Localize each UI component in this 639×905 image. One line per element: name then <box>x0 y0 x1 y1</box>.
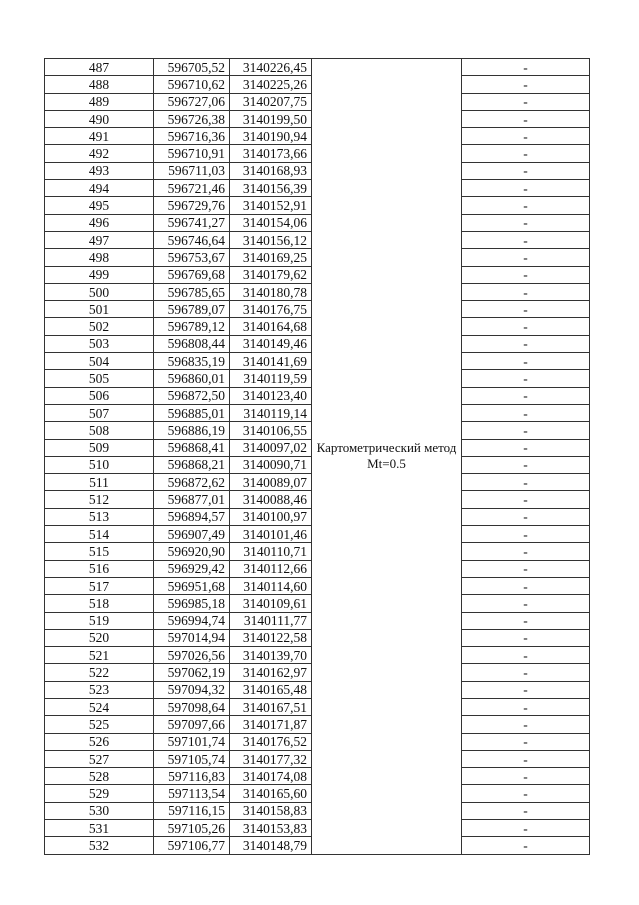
value-cell: - <box>462 76 590 93</box>
y-coordinate-cell: 3140106,55 <box>230 422 312 439</box>
value-cell: - <box>462 318 590 335</box>
x-coordinate-cell: 596907,49 <box>154 526 230 543</box>
value-cell: - <box>462 231 590 248</box>
point-number-cell: 517 <box>45 577 154 594</box>
x-coordinate-cell: 596885,01 <box>154 404 230 421</box>
table-row <box>45 59 590 76</box>
y-coordinate-cell: 3140153,83 <box>230 820 312 837</box>
point-number-cell: 525 <box>45 716 154 733</box>
value-cell: - <box>462 214 590 231</box>
x-coordinate-cell: 596808,44 <box>154 335 230 352</box>
value-cell: - <box>462 266 590 283</box>
y-coordinate-cell: 3140112,66 <box>230 560 312 577</box>
y-coordinate-cell: 3140156,39 <box>230 180 312 197</box>
x-coordinate-cell: 597116,83 <box>154 768 230 785</box>
point-number-cell: 522 <box>45 664 154 681</box>
point-number-cell: 511 <box>45 474 154 491</box>
y-coordinate-cell: 3140165,48 <box>230 681 312 698</box>
x-coordinate-cell: 596710,91 <box>154 145 230 162</box>
y-coordinate-cell: 3140114,60 <box>230 577 312 594</box>
value-cell: - <box>462 335 590 352</box>
coordinates-table <box>44 58 590 855</box>
y-coordinate-cell: 3140101,46 <box>230 526 312 543</box>
x-coordinate-cell: 596769,68 <box>154 266 230 283</box>
x-coordinate-cell: 596741,27 <box>154 214 230 231</box>
point-number-cell: 530 <box>45 802 154 819</box>
point-number-cell: 501 <box>45 301 154 318</box>
y-coordinate-cell: 3140088,46 <box>230 491 312 508</box>
y-coordinate-cell: 3140141,69 <box>230 353 312 370</box>
point-number-cell: 490 <box>45 110 154 127</box>
point-number-cell: 523 <box>45 681 154 698</box>
value-cell: - <box>462 93 590 110</box>
value-cell: - <box>462 249 590 266</box>
value-cell: - <box>462 698 590 715</box>
point-number-cell: 489 <box>45 93 154 110</box>
x-coordinate-cell: 596710,62 <box>154 76 230 93</box>
point-number-cell: 529 <box>45 785 154 802</box>
point-number-cell: 509 <box>45 439 154 456</box>
y-coordinate-cell: 3140123,40 <box>230 387 312 404</box>
point-number-cell: 503 <box>45 335 154 352</box>
point-number-cell: 492 <box>45 145 154 162</box>
value-cell: - <box>462 733 590 750</box>
point-number-cell: 499 <box>45 266 154 283</box>
y-coordinate-cell: 3140097,02 <box>230 439 312 456</box>
point-number-cell: 516 <box>45 560 154 577</box>
point-number-cell: 500 <box>45 283 154 300</box>
x-coordinate-cell: 597094,32 <box>154 681 230 698</box>
y-coordinate-cell: 3140174,08 <box>230 768 312 785</box>
point-number-cell: 512 <box>45 491 154 508</box>
value-cell: - <box>462 802 590 819</box>
y-coordinate-cell: 3140109,61 <box>230 595 312 612</box>
value-cell: - <box>462 664 590 681</box>
point-number-cell: 498 <box>45 249 154 266</box>
y-coordinate-cell: 3140167,51 <box>230 698 312 715</box>
y-coordinate-cell: 3140119,59 <box>230 370 312 387</box>
y-coordinate-cell: 3140122,58 <box>230 629 312 646</box>
y-coordinate-cell: 3140089,07 <box>230 474 312 491</box>
point-number-cell: 502 <box>45 318 154 335</box>
value-cell: - <box>462 128 590 145</box>
x-coordinate-cell: 596729,76 <box>154 197 230 214</box>
x-coordinate-cell: 597101,74 <box>154 733 230 750</box>
x-coordinate-cell: 596985,18 <box>154 595 230 612</box>
x-coordinate-cell: 596920,90 <box>154 543 230 560</box>
method-cell: Картометрический метод Mt=0.5 <box>312 59 462 855</box>
value-cell: - <box>462 491 590 508</box>
x-coordinate-cell: 596872,50 <box>154 387 230 404</box>
y-coordinate-cell: 3140176,52 <box>230 733 312 750</box>
x-coordinate-cell: 596711,03 <box>154 162 230 179</box>
value-cell: - <box>462 110 590 127</box>
value-cell: - <box>462 353 590 370</box>
value-cell: - <box>462 162 590 179</box>
point-number-cell: 531 <box>45 820 154 837</box>
y-coordinate-cell: 3140199,50 <box>230 110 312 127</box>
y-coordinate-cell: 3140162,97 <box>230 664 312 681</box>
value-cell: - <box>462 750 590 767</box>
point-number-cell: 519 <box>45 612 154 629</box>
value-cell: - <box>462 768 590 785</box>
value-cell: - <box>462 387 590 404</box>
value-cell: - <box>462 422 590 439</box>
point-number-cell: 494 <box>45 180 154 197</box>
y-coordinate-cell: 3140111,77 <box>230 612 312 629</box>
value-cell: - <box>462 837 590 854</box>
value-cell: - <box>462 370 590 387</box>
point-number-cell: 504 <box>45 353 154 370</box>
value-cell: - <box>462 681 590 698</box>
y-coordinate-cell: 3140158,83 <box>230 802 312 819</box>
x-coordinate-cell: 597106,77 <box>154 837 230 854</box>
value-cell: - <box>462 820 590 837</box>
y-coordinate-cell: 3140168,93 <box>230 162 312 179</box>
y-coordinate-cell: 3140110,71 <box>230 543 312 560</box>
table-body <box>45 59 590 855</box>
x-coordinate-cell: 596894,57 <box>154 508 230 525</box>
x-coordinate-cell: 597105,26 <box>154 820 230 837</box>
point-number-cell: 491 <box>45 128 154 145</box>
y-coordinate-cell: 3140190,94 <box>230 128 312 145</box>
y-coordinate-cell: 3140207,75 <box>230 93 312 110</box>
value-cell: - <box>462 180 590 197</box>
y-coordinate-cell: 3140152,91 <box>230 197 312 214</box>
x-coordinate-cell: 596726,38 <box>154 110 230 127</box>
point-number-cell: 513 <box>45 508 154 525</box>
x-coordinate-cell: 597062,19 <box>154 664 230 681</box>
value-cell: - <box>462 785 590 802</box>
x-coordinate-cell: 597105,74 <box>154 750 230 767</box>
value-cell: - <box>462 595 590 612</box>
y-coordinate-cell: 3140156,12 <box>230 231 312 248</box>
x-coordinate-cell: 596746,64 <box>154 231 230 248</box>
y-coordinate-cell: 3140176,75 <box>230 301 312 318</box>
value-cell: - <box>462 456 590 473</box>
point-number-cell: 510 <box>45 456 154 473</box>
y-coordinate-cell: 3140169,25 <box>230 249 312 266</box>
x-coordinate-cell: 596860,01 <box>154 370 230 387</box>
x-coordinate-cell: 596994,74 <box>154 612 230 629</box>
x-coordinate-cell: 597014,94 <box>154 629 230 646</box>
value-cell: - <box>462 526 590 543</box>
x-coordinate-cell: 596872,62 <box>154 474 230 491</box>
point-number-cell: 488 <box>45 76 154 93</box>
value-cell: - <box>462 59 590 76</box>
value-cell: - <box>462 301 590 318</box>
point-number-cell: 524 <box>45 698 154 715</box>
value-cell: - <box>462 560 590 577</box>
value-cell: - <box>462 439 590 456</box>
x-coordinate-cell: 596877,01 <box>154 491 230 508</box>
y-coordinate-cell: 3140149,46 <box>230 335 312 352</box>
y-coordinate-cell: 3140100,97 <box>230 508 312 525</box>
point-number-cell: 507 <box>45 404 154 421</box>
point-number-cell: 495 <box>45 197 154 214</box>
x-coordinate-cell: 596868,21 <box>154 456 230 473</box>
x-coordinate-cell: 596868,41 <box>154 439 230 456</box>
y-coordinate-cell: 3140226,45 <box>230 59 312 76</box>
point-number-cell: 518 <box>45 595 154 612</box>
x-coordinate-cell: 596727,06 <box>154 93 230 110</box>
x-coordinate-cell: 596721,46 <box>154 180 230 197</box>
y-coordinate-cell: 3140139,70 <box>230 647 312 664</box>
y-coordinate-cell: 3140171,87 <box>230 716 312 733</box>
point-number-cell: 532 <box>45 837 154 854</box>
x-coordinate-cell: 596835,19 <box>154 353 230 370</box>
x-coordinate-cell: 597116,15 <box>154 802 230 819</box>
value-cell: - <box>462 474 590 491</box>
x-coordinate-cell: 597097,66 <box>154 716 230 733</box>
value-cell: - <box>462 647 590 664</box>
x-coordinate-cell: 596716,36 <box>154 128 230 145</box>
point-number-cell: 515 <box>45 543 154 560</box>
value-cell: - <box>462 145 590 162</box>
y-coordinate-cell: 3140165,60 <box>230 785 312 802</box>
point-number-cell: 520 <box>45 629 154 646</box>
point-number-cell: 521 <box>45 647 154 664</box>
y-coordinate-cell: 3140179,62 <box>230 266 312 283</box>
y-coordinate-cell: 3140164,68 <box>230 318 312 335</box>
x-coordinate-cell: 596929,42 <box>154 560 230 577</box>
point-number-cell: 528 <box>45 768 154 785</box>
y-coordinate-cell: 3140148,79 <box>230 837 312 854</box>
x-coordinate-cell: 596886,19 <box>154 422 230 439</box>
value-cell: - <box>462 629 590 646</box>
x-coordinate-cell: 597098,64 <box>154 698 230 715</box>
x-coordinate-cell: 596789,12 <box>154 318 230 335</box>
point-number-cell: 496 <box>45 214 154 231</box>
point-number-cell: 508 <box>45 422 154 439</box>
point-number-cell: 527 <box>45 750 154 767</box>
x-coordinate-cell: 596705,52 <box>154 59 230 76</box>
point-number-cell: 505 <box>45 370 154 387</box>
value-cell: - <box>462 716 590 733</box>
x-coordinate-cell: 596789,07 <box>154 301 230 318</box>
point-number-cell: 497 <box>45 231 154 248</box>
x-coordinate-cell: 596951,68 <box>154 577 230 594</box>
value-cell: - <box>462 508 590 525</box>
point-number-cell: 506 <box>45 387 154 404</box>
x-coordinate-cell: 596753,67 <box>154 249 230 266</box>
x-coordinate-cell: 597026,56 <box>154 647 230 664</box>
y-coordinate-cell: 3140119,14 <box>230 404 312 421</box>
point-number-cell: 514 <box>45 526 154 543</box>
y-coordinate-cell: 3140180,78 <box>230 283 312 300</box>
point-number-cell: 526 <box>45 733 154 750</box>
x-coordinate-cell: 596785,65 <box>154 283 230 300</box>
value-cell: - <box>462 543 590 560</box>
y-coordinate-cell: 3140090,71 <box>230 456 312 473</box>
y-coordinate-cell: 3140173,66 <box>230 145 312 162</box>
y-coordinate-cell: 3140225,26 <box>230 76 312 93</box>
value-cell: - <box>462 612 590 629</box>
value-cell: - <box>462 577 590 594</box>
y-coordinate-cell: 3140154,06 <box>230 214 312 231</box>
y-coordinate-cell: 3140177,32 <box>230 750 312 767</box>
point-number-cell: 487 <box>45 59 154 76</box>
value-cell: - <box>462 283 590 300</box>
value-cell: - <box>462 197 590 214</box>
x-coordinate-cell: 597113,54 <box>154 785 230 802</box>
value-cell: - <box>462 404 590 421</box>
point-number-cell: 493 <box>45 162 154 179</box>
